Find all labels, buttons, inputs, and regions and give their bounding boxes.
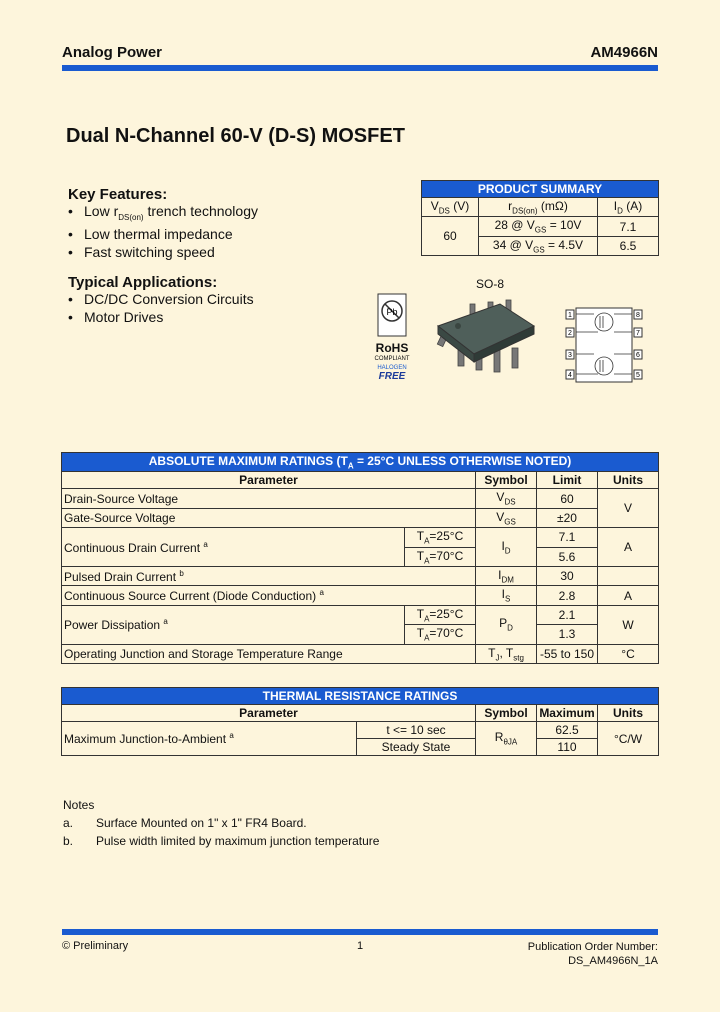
svg-text:5: 5 xyxy=(636,372,640,379)
pinout-diagram xyxy=(564,306,644,386)
col-vds: $V_{DS}$ (V) xyxy=(422,198,479,217)
table-row: Gate-Source Voltage $V_{GS}$ ±20 xyxy=(62,508,659,527)
so8-package-image xyxy=(430,296,540,382)
header-rule xyxy=(62,65,658,71)
thermal-resistance-table xyxy=(61,687,659,756)
note-item: b. Pulse width limited by maximum junction temperature xyxy=(63,834,380,848)
footer-rule xyxy=(62,929,658,935)
svg-text:3: 3 xyxy=(568,352,572,359)
vds-value: 60 xyxy=(422,217,479,256)
list-item: • Fast switching speed xyxy=(68,243,215,260)
rohs-badge xyxy=(368,293,416,382)
rds-value: 34 @ $V_{GS} = 4.5V$ xyxy=(479,236,598,255)
svg-text:8: 8 xyxy=(636,312,640,319)
table-row: Continuous Source Current (Diode Conduction) $^a$ $I_S$ 2.8 A xyxy=(62,586,659,605)
note-item: a. Surface Mounted on 1" x 1" FR4 Board. xyxy=(63,816,307,830)
header-symbol: Symbol xyxy=(476,472,537,489)
product-summary-table xyxy=(421,180,659,256)
svg-text:1: 1 xyxy=(568,312,572,319)
table-row: Drain-Source Voltage $V_{DS}$ 60 V xyxy=(62,489,659,508)
list-item: • DC/DC Conversion Circuits xyxy=(68,291,254,307)
table-row: Steady State 110 xyxy=(62,739,659,756)
part-number: AM4966N xyxy=(590,44,658,61)
header-parameter: Parameter xyxy=(62,472,476,489)
rohs-label: RoHS xyxy=(375,341,409,355)
col-id: $I_D$ (A) xyxy=(598,198,659,217)
svg-text:Pb: Pb xyxy=(386,307,398,317)
header-limit: Limit xyxy=(537,472,598,489)
list-item: • Motor Drives xyxy=(68,308,164,325)
id-value: 7.1 xyxy=(598,217,659,236)
header-units: Units xyxy=(598,472,659,489)
svg-text:4: 4 xyxy=(568,372,572,379)
svg-text:7: 7 xyxy=(636,330,640,337)
rds-value: 28 @ $V_{GS} = 10V$ xyxy=(479,217,598,236)
free-label: FREE xyxy=(378,371,406,382)
key-features-heading: Key Features: xyxy=(68,186,168,203)
pb-free-icon xyxy=(377,293,407,337)
table-row: Power Dissipation $^a$ $T_A=25^\circ C$ $P_D$ 2.1 W xyxy=(62,605,659,624)
header-symbol: Symbol xyxy=(476,705,537,722)
page-title: Dual N-Channel 60-V (D-S) MOSFET xyxy=(66,125,405,147)
thermal-title: THERMAL RESISTANCE RATINGS xyxy=(62,688,659,705)
table-row: $T_A=70^\circ C$ 1.3 xyxy=(62,625,659,644)
company-name: Analog Power xyxy=(62,44,163,61)
table-row: Pulsed Drain Current $^b$ $I_{DM}$ 30 xyxy=(62,566,659,585)
notes-heading: Notes xyxy=(63,798,95,812)
typical-applications-heading: Typical Applications: xyxy=(68,274,218,291)
package-label: SO-8 xyxy=(476,277,505,291)
abs-max-title: ABSOLUTE MAXIMUM RATINGS ($T_A = 25^\circ C$ UNLESS OTHERWISE NOTED) xyxy=(62,453,659,472)
footer-copyright: © Preliminary xyxy=(62,940,129,952)
publication-number: Publication Order Number: DS_AM4966N_1A xyxy=(527,941,658,967)
notes xyxy=(63,798,379,848)
header-units: Units xyxy=(598,705,659,722)
key-features xyxy=(68,186,258,261)
list-item: • Low $r_{DS(on)}$ trench technology xyxy=(68,203,258,222)
table-row: Maximum Junction-to-Ambient $^a$ t <= 10 sec $R_{\theta JA}$ 62.5 °C/W xyxy=(62,722,659,739)
svg-text:6: 6 xyxy=(636,352,640,359)
header-parameter: Parameter xyxy=(62,705,476,722)
page-number: 1 xyxy=(357,940,364,952)
typical-applications xyxy=(68,274,254,326)
list-item: • Low thermal impedance xyxy=(68,226,233,243)
table-row: Continuous Drain Current $^a$ $T_A=25^\circ C$ $I_D$ 7.1 A xyxy=(62,528,659,547)
halogen-label: HALOGEN xyxy=(377,365,407,371)
svg-text:2: 2 xyxy=(568,330,572,337)
product-summary-title: PRODUCT SUMMARY xyxy=(422,181,659,198)
header-maximum: Maximum xyxy=(537,705,598,722)
id-value: 6.5 xyxy=(598,236,659,255)
table-row: $T_A=70^\circ C$ 5.6 xyxy=(62,547,659,566)
rohs-compliant: COMPLIANT xyxy=(374,356,410,362)
table-row: Operating Junction and Storage Temperature Range $T_J$, $T_{stg}$ -55 to 150 °C xyxy=(62,644,659,663)
abs-max-ratings-table xyxy=(61,452,659,664)
col-rds: $r_{DS(on)}$ (mΩ) xyxy=(479,198,598,217)
